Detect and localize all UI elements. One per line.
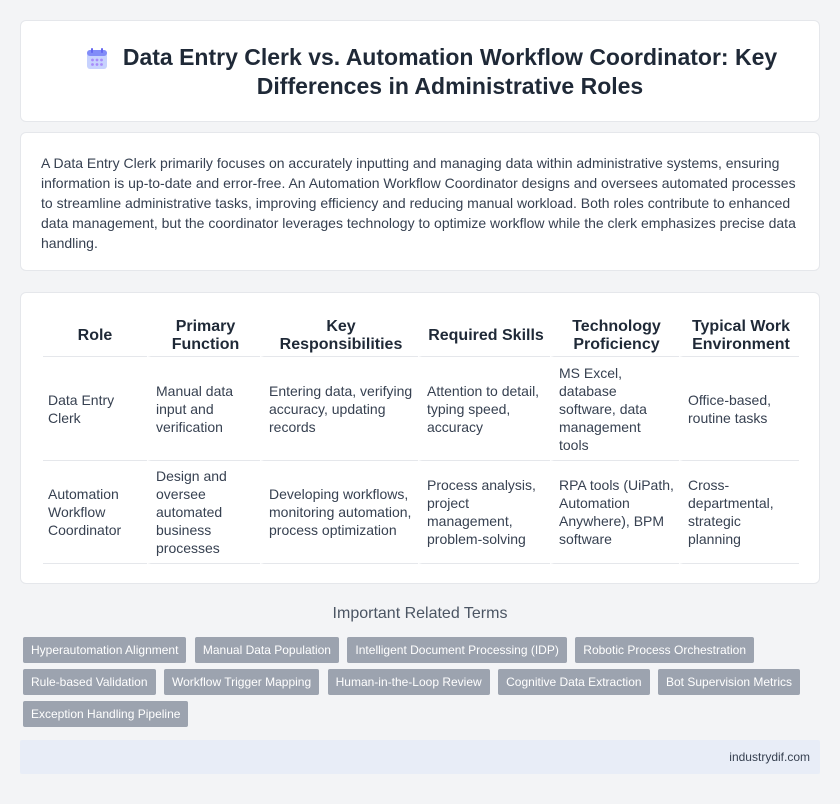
header-primary-function: Primary Function xyxy=(147,315,260,357)
table-cell: MS Excel, database software, data management tools xyxy=(550,357,679,461)
related-term-tag[interactable]: Manual Data Population xyxy=(195,637,339,663)
header-required-skills: Required Skills xyxy=(418,315,550,357)
related-term-tag[interactable]: Cognitive Data Extraction xyxy=(498,669,649,695)
table-cell: Design and oversee automated business processes xyxy=(147,461,260,564)
related-term-tag[interactable]: Hyperautomation Alignment xyxy=(23,637,186,663)
table-row xyxy=(43,357,799,461)
related-term-tag[interactable]: Intelligent Document Processing (IDP) xyxy=(347,637,566,663)
comparison-card xyxy=(20,292,820,584)
table-cell: Entering data, verifying accuracy, updating records xyxy=(260,357,418,461)
table-cell: Manual data input and verification xyxy=(147,357,260,461)
header-technology-proficiency: Technology Proficiency xyxy=(550,315,679,357)
footer-site-link[interactable]: industrydif.com xyxy=(729,750,810,764)
related-term-tag[interactable]: Human-in-the-Loop Review xyxy=(328,669,490,695)
related-terms-title: Important Related Terms xyxy=(332,605,508,622)
related-term-tag[interactable]: Workflow Trigger Mapping xyxy=(164,669,319,695)
related-terms-list xyxy=(23,637,813,733)
table-row xyxy=(43,461,799,564)
header-role: Role xyxy=(43,315,147,357)
table-cell: Office-based, routine tasks xyxy=(679,357,799,461)
intro-paragraph: A Data Entry Clerk primarily focuses on accurately inputting and managing data within administrative systems, ensuring information is up-to-date and error-free. An Automation Workflow Coordinator designs and oversees automated processes to streamline administrative tasks, improving efficiency and reducing manual workload. Both roles contribute to enhanced data management, but the coordinator leverages technology to optimize workflow while the clerk emphasizes precise data handling. xyxy=(41,155,796,251)
table-cell: RPA tools (UiPath, Automation Anywhere), BPM software xyxy=(550,461,679,564)
header-work-environment: Typical Work Environment xyxy=(679,315,799,357)
footer xyxy=(20,740,820,774)
table-cell: Cross-departmental, strategic planning xyxy=(679,461,799,564)
calendar-icon xyxy=(85,47,109,71)
table-cell: Developing workflows, monitoring automation, process optimization xyxy=(260,461,418,564)
comparison-table xyxy=(43,315,799,564)
related-term-tag[interactable]: Rule-based Validation xyxy=(23,669,156,695)
table-cell: Process analysis, project management, problem-solving xyxy=(418,461,550,564)
table-cell: Data Entry Clerk xyxy=(43,357,147,461)
title-card xyxy=(20,20,820,122)
related-term-tag[interactable]: Exception Handling Pipeline xyxy=(23,701,188,727)
table-cell: Attention to detail, typing speed, accuracy xyxy=(418,357,550,461)
header-key-responsibilities: Key Responsibilities xyxy=(260,315,418,357)
page-title: Data Entry Clerk vs. Automation Workflow Coordinator: Key Differences in Administrative Roles xyxy=(122,44,778,99)
title-wrap xyxy=(21,43,819,101)
intro-card xyxy=(20,132,820,271)
table-cell: Automation Workflow Coordinator xyxy=(43,461,147,564)
table-header-row xyxy=(43,315,799,357)
related-term-tag[interactable]: Robotic Process Orchestration xyxy=(575,637,754,663)
related-term-tag[interactable]: Bot Supervision Metrics xyxy=(658,669,800,695)
